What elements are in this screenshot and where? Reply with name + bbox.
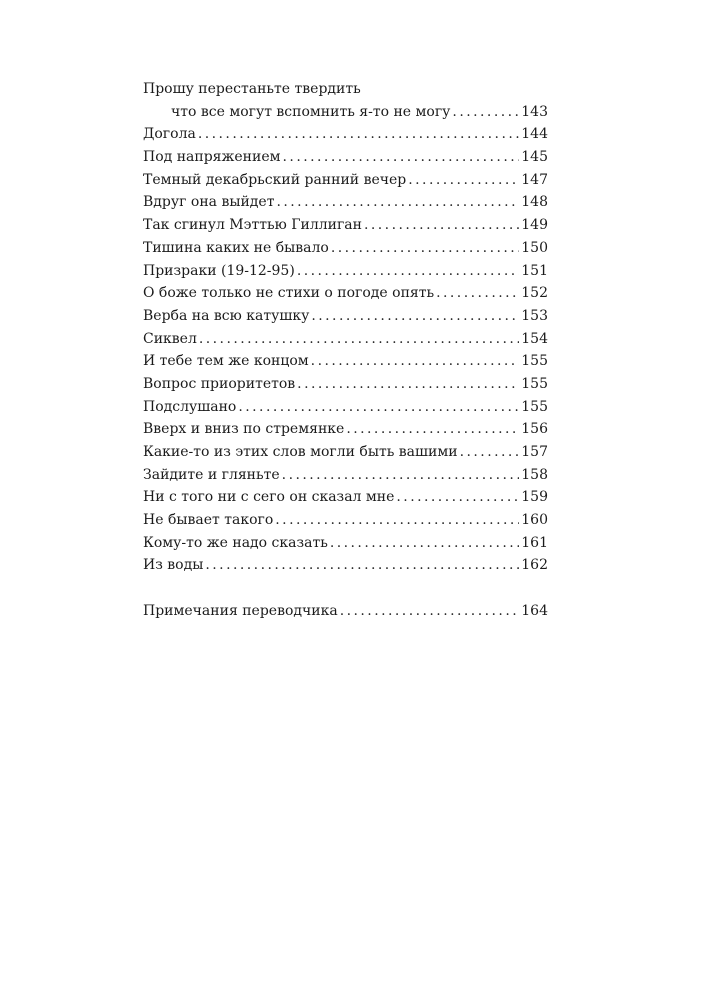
section-gap <box>143 577 548 600</box>
toc-entry <box>143 373 548 396</box>
toc-entry <box>143 554 548 577</box>
toc-entry-title: что все могут вспомнить я-то не могу <box>171 103 451 120</box>
toc-entry-title: Из воды <box>143 557 204 574</box>
toc-entry <box>143 260 548 283</box>
toc-entry-title: Подслушано <box>143 398 237 415</box>
toc-entry-title: И тебе тем же концом <box>143 353 309 370</box>
dot-leader <box>330 532 519 555</box>
toc-entry <box>143 101 548 124</box>
toc-entry-title: Вопрос приоритетов <box>143 375 296 392</box>
toc-entry-title: Вдруг она выйдет <box>143 194 275 211</box>
toc-page-number: 148 <box>521 194 548 211</box>
toc-page-number: 164 <box>521 603 548 620</box>
toc-entry <box>143 350 548 373</box>
dot-leader <box>198 123 519 146</box>
dot-leader <box>311 305 519 328</box>
toc-entry <box>143 123 548 146</box>
toc-page-number: 156 <box>521 421 548 438</box>
dot-leader <box>396 486 519 509</box>
toc-page-number: 147 <box>521 171 548 188</box>
toc-list <box>143 123 548 577</box>
dot-leader <box>283 146 520 169</box>
dot-leader <box>460 441 520 464</box>
toc-entry-title: Прошу перестаньте твердить <box>143 81 361 97</box>
toc-page-number: 155 <box>521 398 548 415</box>
toc-page-number: 150 <box>521 239 548 256</box>
toc-entry-title: Ни с того ни с сего он сказал мне <box>143 489 395 506</box>
toc-page-number: 143 <box>521 103 548 120</box>
toc-page-number: 157 <box>521 444 548 460</box>
toc-page-number: 154 <box>521 330 548 347</box>
dot-leader <box>282 464 520 487</box>
toc-entry-title: Призраки (19-12-95) <box>143 262 295 279</box>
toc-entry <box>143 464 548 487</box>
toc-page-number: 151 <box>521 262 548 279</box>
dot-leader <box>364 214 519 237</box>
toc-entry-title: Темный декабрьский ранний вечер <box>143 171 407 188</box>
toc-entry-title: Верба на всю катушку <box>143 307 310 324</box>
toc-entry <box>143 282 548 305</box>
dot-leader <box>311 350 520 373</box>
toc-entry-title: Вверх и вниз по стремянке <box>143 421 345 438</box>
dot-leader <box>408 169 519 192</box>
toc-entry-title: Какие-то из этих слов могли быть вашими <box>143 444 458 460</box>
toc-page-number: 145 <box>521 149 548 166</box>
toc-page-number: 159 <box>521 489 548 506</box>
toc-entry <box>143 214 548 237</box>
toc-page-number: 162 <box>521 557 548 574</box>
toc-entry <box>143 396 548 419</box>
dot-leader <box>346 418 519 441</box>
toc-entry-title: Сиквел <box>143 330 197 347</box>
toc-entry <box>143 441 548 464</box>
toc-page-number: 160 <box>521 512 548 529</box>
dot-leader <box>238 396 519 419</box>
toc-entry-title: Под напряжением <box>143 149 281 166</box>
toc-entry-title: Кому-то же надо сказать <box>143 534 328 551</box>
dot-leader <box>199 328 519 351</box>
dot-leader <box>452 101 519 124</box>
toc-entry <box>143 509 548 532</box>
toc-entry <box>143 305 548 328</box>
toc-entry <box>143 191 548 214</box>
dot-leader <box>436 282 519 305</box>
toc-page-number: 161 <box>521 534 548 551</box>
toc-entry-title: Догола <box>143 126 196 143</box>
dot-leader <box>297 260 519 283</box>
dot-leader <box>276 191 519 214</box>
toc-page-number: 153 <box>521 307 548 324</box>
toc-entry <box>143 328 548 351</box>
toc-entry-title: Так сгинул Мэттью Гиллиган <box>143 217 362 234</box>
toc-entry <box>143 169 548 192</box>
dot-leader <box>297 373 519 396</box>
dot-leader <box>205 554 519 577</box>
toc-entry-title: Не бывает такого <box>143 512 274 529</box>
toc-entry <box>143 418 548 441</box>
dot-leader <box>275 509 519 532</box>
toc-page-number: 144 <box>521 126 548 143</box>
toc-entry-title: Зайдите и гляньте <box>143 466 280 483</box>
toc-page-number: 149 <box>521 217 548 234</box>
toc-entry-notes <box>143 600 548 623</box>
dot-leader <box>331 237 519 260</box>
dot-leader <box>340 600 520 623</box>
toc-entry <box>143 146 548 169</box>
toc-entry-title: Тишина каких не бывало <box>143 239 329 256</box>
table-of-contents <box>143 78 548 623</box>
toc-entry <box>143 486 548 509</box>
toc-page-number: 152 <box>521 285 548 302</box>
toc-entry-title: Примечания переводчика <box>143 603 338 620</box>
toc-page-number: 158 <box>521 466 548 483</box>
toc-page-number: 155 <box>521 375 548 392</box>
toc-entry <box>143 237 548 260</box>
toc-page-number: 155 <box>521 353 548 370</box>
toc-entry-title: О боже только не стихи о погоде опять <box>143 285 435 302</box>
toc-entry <box>143 532 548 555</box>
